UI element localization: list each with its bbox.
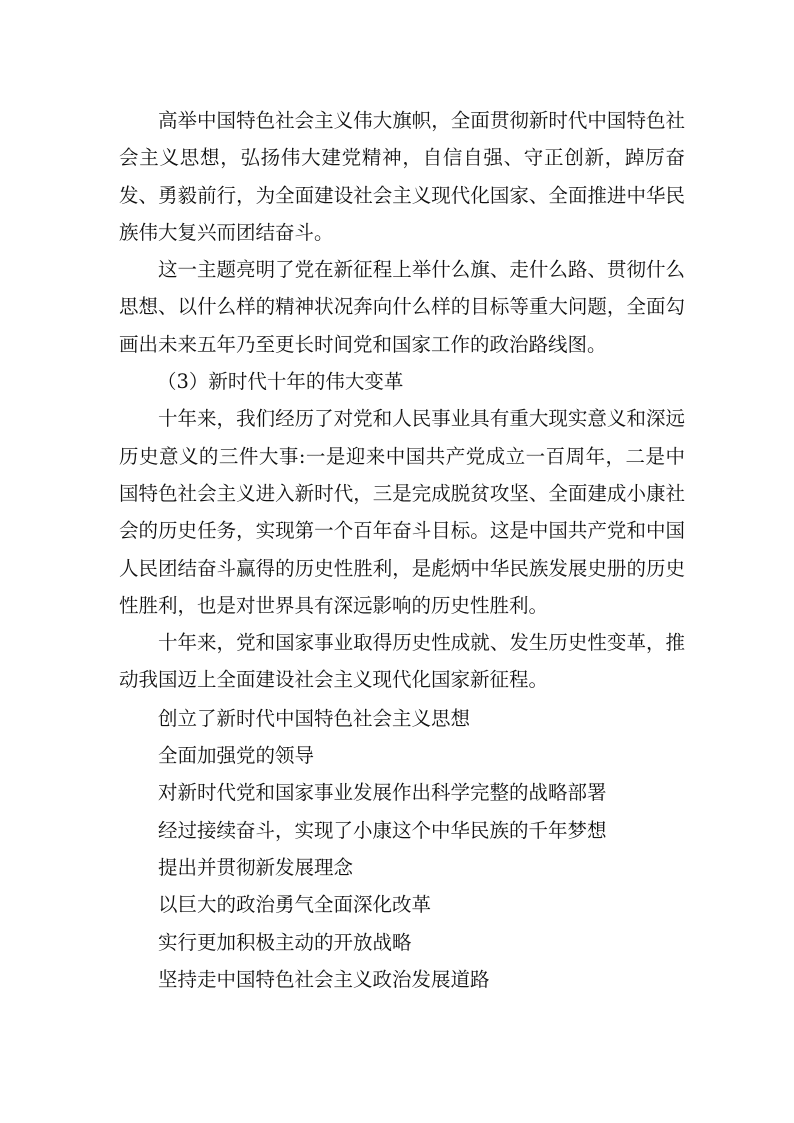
list-item: 提出并贯彻新发展理念 [158, 855, 354, 879]
list-item: 对新时代党和国家事业发展作出科学完整的战略部署 [158, 781, 607, 805]
list-item: 经过接续奋斗，实现了小康这个中华民族的千年梦想 [158, 818, 607, 842]
paragraph-theme: 高举中国特色社会主义伟大旗帜，全面贯彻新时代中国特色社会主义思想，弘扬伟大建党精神，自信自强、守正创新，踔厉奋发、勇毅前行，为全面建设社会主义现代化国家、全面推进中华民族伟大复兴而团结奋斗。 [119, 109, 685, 244]
paragraph-three-events: 十年来，我们经历了对党和人民事业具有重大现实意义和深远历史意义的三件大事:一是迎来中国共产党成立一百周年，二是中国特色社会主义进入新时代，三是完成脱贫攻坚、全面建成小康社会的历史任务，实现第一个百年奋斗目标。这是中国共产党和中国人民团结奋斗赢得的历史性胜利，是彪炳中华民族发展史册的历史性胜利，也是对世界具有深远影响的历史性胜利。 [119, 407, 685, 617]
list-item: 创立了新时代中国特色社会主义思想 [158, 706, 471, 730]
list-item: 全面加强党的领导 [158, 744, 315, 768]
list-item: 以巨大的政治勇气全面深化改革 [158, 893, 432, 917]
list-item: 实行更加积极主动的开放战略 [158, 930, 412, 954]
achievement-list [119, 700, 685, 998]
section-heading: （3）新时代十年的伟大变革 [157, 370, 404, 394]
paragraph-theme-explanation: 这一主题亮明了党在新征程上举什么旗、走什么路、贯彻什么思想、以什么样的精神状况奔向什么样的目标等重大问题，全面勾画出未来五年乃至更长时间党和国家工作的政治路线图。 [119, 258, 685, 356]
list-item: 坚持走中国特色社会主义政治发展道路 [158, 967, 490, 991]
document-body [119, 102, 685, 998]
paragraph-historic-achievements: 十年来，党和国家事业取得历史性成就、发生历史性变革，推动我国迈上全面建设社会主义现代化国家新征程。 [119, 631, 685, 692]
